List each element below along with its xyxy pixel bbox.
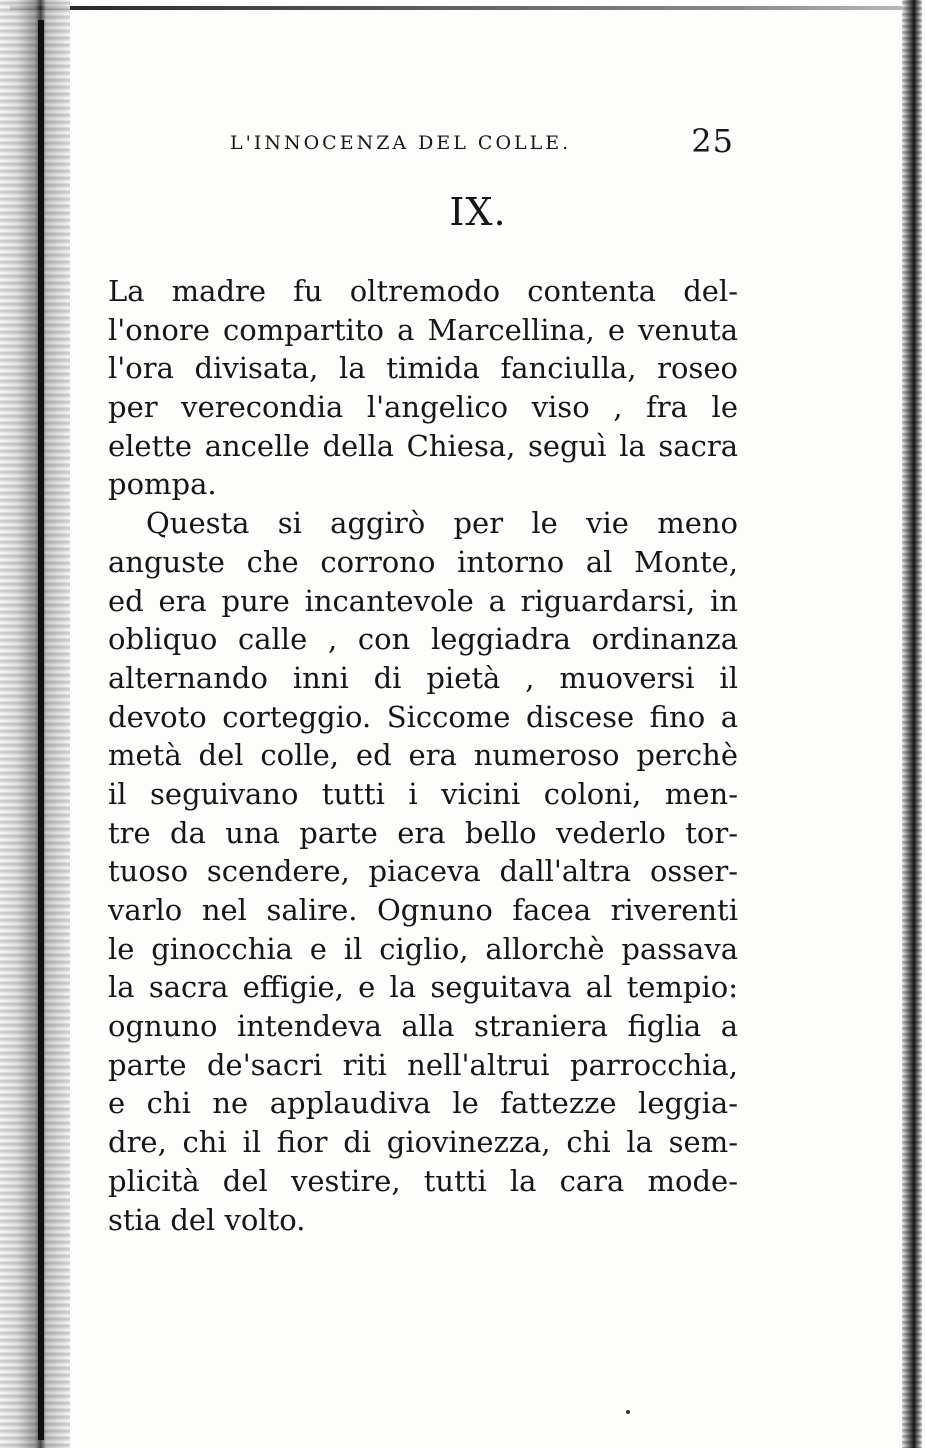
running-title: L'INNOCENZA DEL COLLE. — [230, 132, 572, 154]
text-line: obliquo calle , con leggiadra ordinanza — [108, 622, 738, 657]
text-line: varlo nel salire. Ognuno facea riverenti — [108, 893, 738, 927]
page-top-edge — [10, 6, 915, 10]
text-line: per verecondia l'angelico viso , fra le — [108, 390, 738, 425]
text-line: l'onore compartito a Marcellina, e venuta — [108, 312, 738, 347]
paragraph-1 — [108, 272, 738, 504]
text-line: alternando inni di pietà , muoversi il — [108, 660, 738, 695]
text-line: stia del volto. — [108, 1202, 306, 1237]
running-head — [230, 122, 740, 168]
text-line: tre da una parte era bello vederlo tor- — [108, 815, 738, 850]
text-line: ognuno intendeva alla straniera figlia a — [108, 1009, 738, 1044]
text-line: parte de'sacri riti nell'altrui parrocchia, — [108, 1047, 738, 1082]
text-line: la sacra effigie, e la seguitava al tempio: — [108, 970, 738, 1005]
text-line: dre, chi il fior di giovinezza, chi la sem- — [108, 1125, 738, 1160]
text-line: anguste che corrono intorno al Monte, — [108, 544, 738, 579]
body-text — [108, 272, 738, 1239]
text-line: plicità del vestire, tutti la cara mode- — [108, 1163, 738, 1198]
text-line: La madre fu oltremodo contenta del- — [108, 274, 738, 308]
text-line: il seguivano tutti i vicini coloni, men- — [108, 776, 738, 811]
text-line: Questa si aggirò per le vie meno — [146, 506, 738, 541]
text-line: devoto corteggio. Siccome discese fino a — [108, 699, 738, 734]
text-line: metà del colle, ed era numeroso perchè — [108, 738, 738, 773]
page-number: 25 — [691, 122, 734, 160]
chapter-heading: IX. — [449, 190, 507, 234]
text-line: pompa. — [108, 467, 217, 502]
text-line: ed era pure incantevole a riguardarsi, in — [108, 583, 738, 618]
text-line: e chi ne applaudiva le fattezze leggia- — [108, 1086, 738, 1121]
text-line: le ginocchia e il ciglio, allorchè passava — [108, 931, 738, 966]
text-line: elette ancelle della Chiesa, seguì la sacra — [108, 428, 738, 463]
text-line: tuoso scendere, piaceva dall'altra osser- — [108, 854, 738, 889]
paragraph-2 — [108, 504, 738, 1239]
ink-speck — [626, 1410, 630, 1414]
text-line: l'ora divisata, la timida fanciulla, roseo — [108, 351, 738, 386]
